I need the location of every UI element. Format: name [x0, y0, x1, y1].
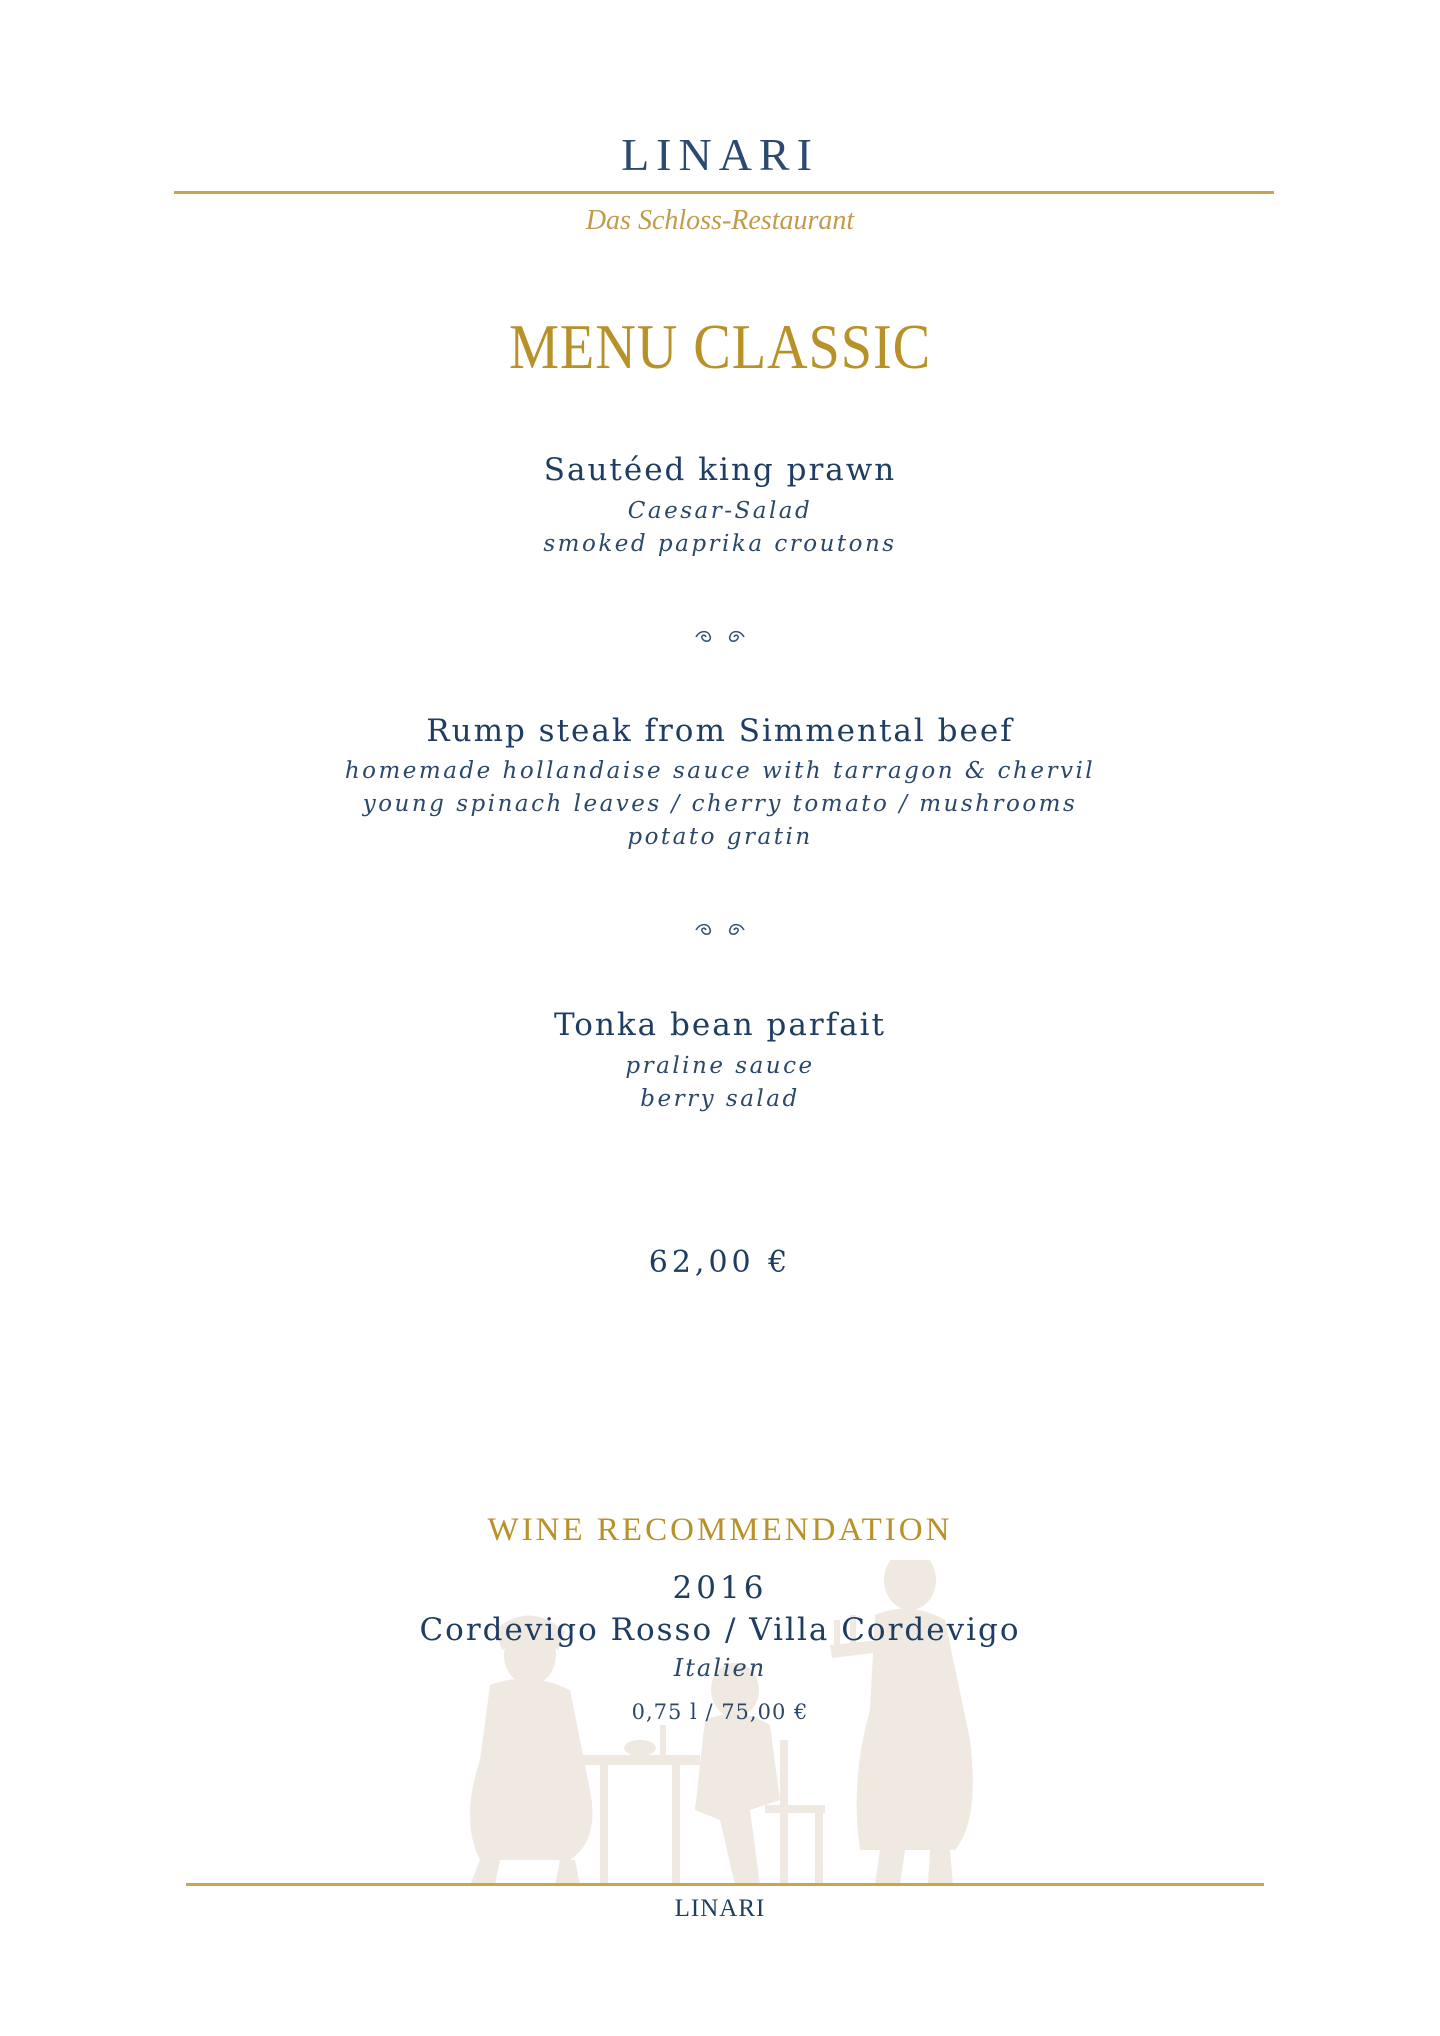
ornament-divider-icon [692, 921, 748, 939]
wine-recommendation-heading: WINE RECOMMENDATION [487, 1512, 953, 1548]
footer-brand: LINARI [674, 1895, 766, 1922]
course-1-line-2: smoked paprika croutons [543, 531, 897, 557]
restaurant-logo-text: LINARI [621, 129, 819, 180]
wine-price: 0,75 l / 75,00 € [631, 1700, 809, 1724]
course-3-line-2: berry salad [640, 1086, 800, 1112]
ornament-divider-icon [0, 921, 1440, 943]
ornament-divider-icon [0, 628, 1440, 650]
dining-scene-silhouette-icon [450, 1560, 1010, 1890]
footer-divider-line [186, 1883, 1264, 1886]
course-3-name: Tonka bean parfait [554, 1007, 886, 1043]
course-2-line-1: homemade hollandaise sauce with tarragon & chervil [344, 758, 1096, 784]
course-1-line-1: Caesar-Salad [627, 498, 813, 524]
header-divider-line [174, 191, 1274, 194]
menu-price: 62,00 € [648, 1245, 792, 1280]
course-2-name: Rump steak from Simmental beef [426, 713, 1014, 749]
course-3-line-1: praline sauce [625, 1053, 815, 1079]
wine-origin: Italien [673, 1654, 767, 1682]
ornament-divider-icon [692, 628, 748, 646]
wine-year: 2016 [672, 1570, 768, 1606]
course-2-line-3: potato gratin [627, 824, 813, 850]
menu-title: MENU CLASSIC [508, 311, 932, 382]
restaurant-subtitle: Das Schloss-Restaurant [585, 205, 855, 236]
course-1-name: Sautéed king prawn [543, 452, 897, 488]
course-2-line-2: young spinach leaves / cherry tomato / mushrooms [362, 791, 1078, 817]
wine-name: Cordevigo Rosso / Villa Cordevigo [419, 1612, 1021, 1648]
